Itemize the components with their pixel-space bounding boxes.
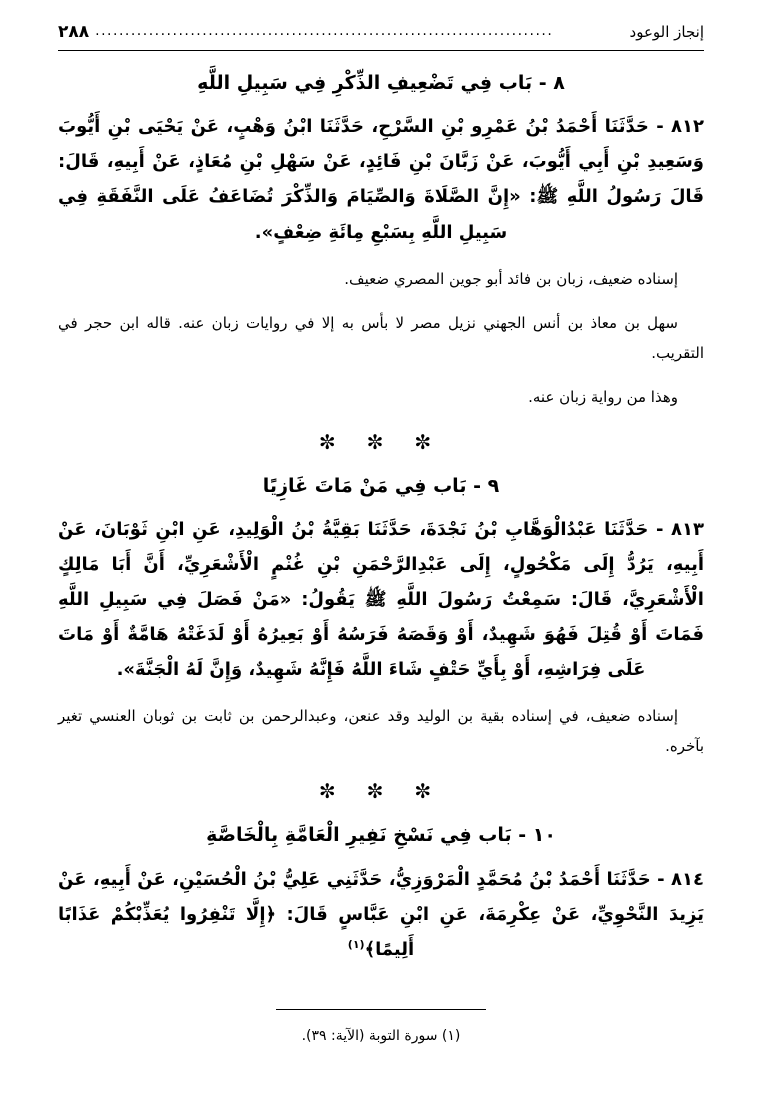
chapter-title-8: ٨ - بَاب فِي تَضْعِيفِ الذِّكْرِ فِي سَبِيلِ اللَّهِ (197, 72, 565, 94)
page-header (58, 22, 704, 44)
chapter-title-10: ١٠ - بَاب فِي نَسْخِ نَفِيرِ الْعَامَّةِ بِالْخَاصَّةِ (206, 824, 556, 847)
hadith-814 (58, 862, 704, 967)
commentary-812-2: سهل بن معاذ بن أنس الجهني نزيل مصر لا بأس به إلا في روايات زبان عنه. قاله ابن حجر في التقريب. (58, 313, 704, 362)
hadith-isnad-813: حَدَّثَنَا عَبْدُالْوَهَّابِ بْنُ نَجْدَةَ، حَدَّثَنَا بَقِيَّةُ بْنُ الْوَلِيدِ، عَنِ ابْنِ ثَوْبَانَ، عَنْ أَبِيهِ، يَرُدُّ إِلَى مَكْحُولٍ، إِلَى عَبْدِالرَّحْمَنِ بْنِ غُنْمٍ الْأَشْعَرِيِّ، أَنَّ أَبَا مَالِكٍ الْأَشْعَرِيَّ، قَالَ: سَمِعْتُ رَسُولَ اللَّهِ ﷺ يَقُولُ: (58, 518, 704, 611)
footnote-marker: (١) (441, 1027, 461, 1044)
hadith-number-812: ٨١٢ - (656, 116, 704, 138)
footnote-1 (58, 1024, 704, 1049)
hadith-813 (58, 512, 704, 687)
hadith-number-813: ٨١٣ - (655, 518, 704, 540)
commentary-812-1: إسناده ضعيف، زبان بن فائد أبو جوين المصري ضعيف. (344, 269, 678, 288)
chapter-title-9: ٩ - بَاب فِي مَنْ مَاتَ غَازِيًا (262, 474, 500, 497)
hadith-matn-814: ﴿إِلَّا تَنْفِرُوا يُعَذِّبْكُمْ عَذَابًا أَلِيمًا﴾ (58, 903, 415, 960)
hadith-number-814: ٨١٤ - (657, 868, 704, 890)
running-title: إنجاز الوعود (629, 23, 704, 41)
footnote-divider (276, 1009, 486, 1010)
hadith-matn-813: «مَنْ فَصَلَ فِي سَبِيلِ اللَّهِ فَمَاتَ أَوْ قُتِلَ فَهُوَ شَهِيدٌ، أَوْ وَقَصَهُ فَرَسُهُ أَوْ بَعِيرُهُ أَوْ لَدَغَتْهُ هَامَّةٌ أَوْ مَاتَ عَلَى فِرَاشِهِ، أَوْ بِأَيِّ حَتْفٍ شَاءَ اللَّهُ فَإِنَّهُ شَهِيدٌ، وَإِنَّ لَهُ الْجَنَّةَ». (58, 589, 704, 681)
hadith-matn-812: «إِنَّ الصَّلَاةَ وَالصِّيَامَ وَالذِّكْرَ تُضَاعَفُ عَلَى النَّفَقَةِ فِي سَبِيلِ اللَّهِ بِسَبْعِ مِائَةِ ضِعْفٍ». (58, 186, 521, 243)
page-number: ٢٨٨ (58, 22, 90, 42)
commentary-813-1: إسناده ضعيف، في إسناده بقية بن الوليد وقد عنعن، وعبدالرحمن بن ثابت بن ثوبان العنسي تغير بآخره. (58, 707, 704, 756)
header-dot-leader: ............................................................................. (95, 23, 554, 39)
hadith-isnad-812: حَدَّثَنَا أَحْمَدُ بْنُ عَمْرِو بْنِ السَّرْحِ، حَدَّثَنَا ابْنُ وَهْبٍ، عَنْ يَحْيَى بْنِ أَيُّوبَ وَسَعِيدِ بْنِ أَبِي أَيُّوبَ، عَنْ زَبَّانَ بْنِ فَائِدٍ، عَنْ سَهْلِ بْنِ مُعَاذٍ، عَنْ أَبِيهِ، قَالَ: قَالَ رَسُولُ اللَّهِ ﷺ: (58, 116, 704, 208)
section-separator-1: ✼ ✼ ✼ (318, 429, 444, 454)
footnote-marker-ref: (١) (347, 937, 365, 951)
header-divider (58, 50, 704, 51)
section-separator-2: ✼ ✼ ✼ (318, 779, 444, 804)
commentary-812-3: وهذا من رواية زبان عنه. (528, 387, 678, 406)
hadith-isnad-814: حَدَّثَنَا أَحْمَدُ بْنُ مُحَمَّدٍ الْمَرْوَزِيُّ، حَدَّثَنِي عَلِيُّ بْنُ الْحُسَيْنِ، عَنْ أَبِيهِ، عَنْ يَزِيدَ النَّحْوِيِّ، عَنْ عِكْرِمَةَ، عَنِ ابْنِ عَبَّاسٍ قَالَ: (58, 868, 704, 925)
hadith-812 (58, 109, 704, 249)
footnote-text: سورة التوبة (الآية: ٣٩). (301, 1027, 438, 1044)
footnote-area (58, 1009, 704, 1063)
